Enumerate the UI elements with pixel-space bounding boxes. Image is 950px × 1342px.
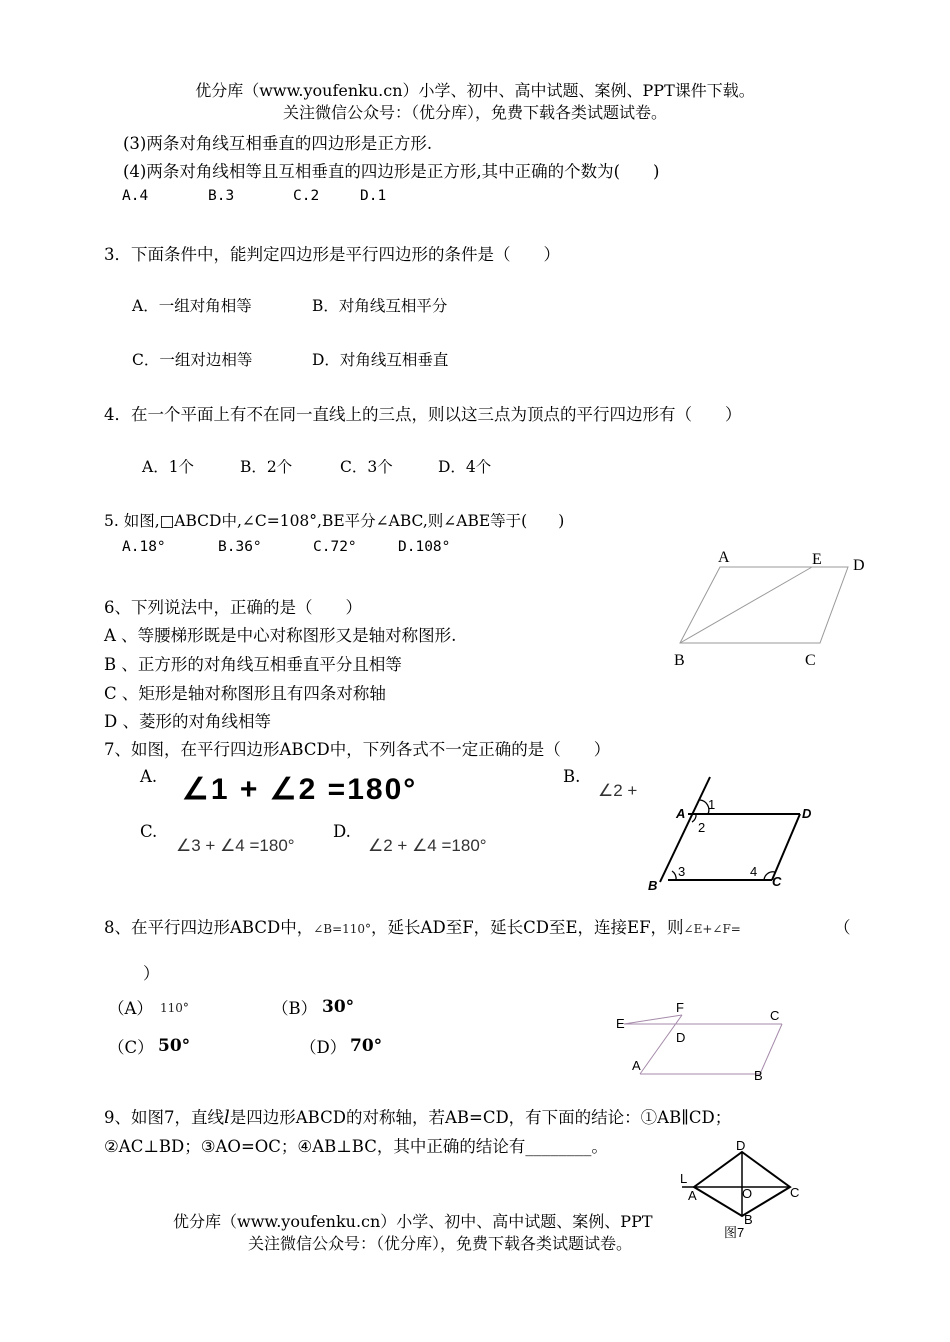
q8-option-b-label: （B） bbox=[272, 999, 318, 1018]
q8-garbled-formula-2: ∠E+∠F= bbox=[683, 922, 741, 936]
q9-stem-line-1 bbox=[104, 1104, 731, 1128]
q5-label-c: C bbox=[805, 652, 816, 669]
q2-option-d: D.1 bbox=[360, 188, 387, 204]
q8-paren-open: （ bbox=[834, 918, 851, 937]
q6-stem: 6、下列说法中，正确的是（ ） bbox=[104, 598, 362, 617]
q7-angle-3: 3 bbox=[678, 864, 686, 879]
q2-option-b: B.3 bbox=[208, 188, 235, 204]
q7-angle-4: 4 bbox=[750, 864, 758, 879]
q9-line-symbol: l bbox=[224, 1107, 230, 1128]
q5-parallelogram bbox=[680, 567, 848, 643]
q7-label-b: B bbox=[648, 878, 658, 893]
q5-option-d: D.108° bbox=[398, 539, 451, 555]
q7-label-a: A bbox=[676, 806, 686, 821]
q7-stem: 7、如图，在平行四边形ABCD中，下列各式不一定正确的是（ ） bbox=[104, 740, 611, 759]
q5-option-a: A.18° bbox=[122, 539, 166, 555]
footer-line-1: 优分库（www.youfenku.cn）小学、初中、高中试题、案例、PPT bbox=[173, 1212, 653, 1231]
q5-option-c: C.72° bbox=[313, 539, 357, 555]
q4-stem: 4．在一个平面上有不在同一直线上的三点，则以这三点为顶点的平行四边形有（ ） bbox=[104, 405, 742, 424]
q5-label-e: E bbox=[812, 551, 822, 568]
q5-option-b: B.36° bbox=[218, 539, 262, 555]
q2-option-a: A.4 bbox=[122, 188, 149, 204]
q8-label-f: F bbox=[676, 1000, 684, 1015]
q7-angle-arc-3 bbox=[672, 871, 676, 880]
q9-label-o: O bbox=[742, 1186, 753, 1201]
footer-line-2: 关注微信公众号：（优分库），免费下载各类试题试卷。 bbox=[248, 1234, 633, 1253]
q9-stem-line-2: ②AC⊥BD；③AO=OC；④AB⊥BC，其中正确的结论有________。 bbox=[104, 1137, 608, 1156]
q4-option-b: B．2个 bbox=[240, 458, 293, 476]
q7-expression-b: ∠2 + bbox=[598, 781, 638, 800]
q8-parallelogram-figure bbox=[610, 1000, 800, 1087]
q6-option-a: A 、等腰梯形既是中心对称图形又是轴对称图形. bbox=[104, 626, 457, 645]
q7-label-c: C bbox=[772, 874, 782, 889]
q8-option-c-value: 50° bbox=[158, 1036, 191, 1056]
q8-option-d-value: 70° bbox=[350, 1036, 383, 1056]
q5-stem: 5. 如图,□ABCD中,∠C=108°,BE平分∠ABC,则∠ABE等于( ) bbox=[104, 512, 565, 530]
q7-angle-1: 1 bbox=[708, 797, 716, 812]
q2-statement-4: (4)两条对角线相等且互相垂直的四边形是正方形,其中正确的个数为( ) bbox=[123, 162, 660, 181]
q9-figure-caption: 图7 bbox=[724, 1225, 745, 1240]
q7-side-dc bbox=[772, 814, 800, 880]
q8-label-e: E bbox=[616, 1016, 625, 1031]
q7-expression-d: ∠2 + ∠4 =180° bbox=[368, 836, 487, 855]
q9-label-d: D bbox=[736, 1138, 746, 1153]
header-line-2: 关注微信公众号：（优分库），免费下载各类试题试卷。 bbox=[282, 103, 667, 122]
q4-option-a: A．1个 bbox=[142, 458, 195, 476]
q6-option-d: D 、菱形的对角线相等 bbox=[104, 712, 271, 731]
q8-option-a-label: （A） bbox=[108, 999, 153, 1018]
q2-statement-3: (3)两条对角线互相垂直的四边形是正方形. bbox=[123, 134, 433, 153]
q9-label-c: C bbox=[790, 1185, 800, 1200]
q7-angle-2: 2 bbox=[698, 820, 706, 835]
q2-option-c: C.2 bbox=[293, 188, 320, 204]
q4-option-d: D．4个 bbox=[438, 458, 492, 476]
q3-option-b: B．对角线互相平分 bbox=[312, 297, 448, 315]
q9-stem-part-2: 是四边形ABCD的对称轴，若AB=CD，有下面的结论：①AB∥CD； bbox=[229, 1108, 732, 1127]
q7-label-d: D bbox=[802, 806, 812, 821]
header-line-1: 优分库（www.youfenku.cn）小学、初中、高中试题、案例、PPT课件下载。 bbox=[195, 81, 755, 100]
q8-option-c-label: （C） bbox=[108, 1038, 154, 1057]
q3-option-a: A．一组对角相等 bbox=[132, 297, 252, 315]
q9-rhombus-figure bbox=[672, 1140, 812, 1242]
q8-label-a: A bbox=[632, 1058, 641, 1073]
q5-parallelogram-figure bbox=[660, 540, 880, 675]
q7-expression-c: ∠3 + ∠4 =180° bbox=[176, 836, 295, 855]
q8-garbled-formula-1: ∠B=110° bbox=[313, 922, 372, 936]
q5-label-d: D bbox=[853, 557, 865, 574]
q9-stem-part-1: 9、如图7，直线 bbox=[104, 1108, 224, 1127]
q3-option-c: C．一组对边相等 bbox=[132, 351, 253, 369]
q8-option-b-value: 30° bbox=[322, 997, 355, 1017]
q9-label-a: A bbox=[688, 1188, 697, 1203]
q7-expression-a: ∠1 + ∠2 =180° bbox=[182, 773, 418, 806]
q8-stem bbox=[104, 914, 741, 938]
q7-label-c: C. bbox=[140, 822, 158, 841]
q7-label-b: B. bbox=[563, 767, 581, 786]
q6-option-c: C 、矩形是轴对称图形且有四条对称轴 bbox=[104, 684, 386, 703]
q8-line-bc bbox=[760, 1024, 782, 1074]
q8-line-ef bbox=[624, 1015, 682, 1024]
q8-stem-part-1: 8、在平行四边形ABCD中， bbox=[104, 918, 314, 937]
q8-option-a-value: 110° bbox=[160, 1001, 189, 1015]
q9-label-b: B bbox=[744, 1212, 753, 1227]
q9-label-l: L bbox=[680, 1171, 688, 1186]
q8-label-d: D bbox=[676, 1030, 686, 1045]
q8-option-d-label: （D） bbox=[300, 1038, 347, 1057]
q6-option-b: B 、正方形的对角线互相垂直平分且相等 bbox=[104, 655, 402, 674]
q8-label-b: B bbox=[754, 1068, 763, 1083]
q3-stem: 3．下面条件中，能判定四边形是平行四边形的条件是（ ） bbox=[104, 245, 560, 264]
q7-label-a: A. bbox=[140, 767, 158, 786]
q8-paren-close: ） bbox=[143, 964, 160, 983]
q5-label-a: A bbox=[718, 549, 730, 566]
q3-option-d: D．对角线互相垂直 bbox=[312, 351, 449, 369]
q4-option-c: C．3个 bbox=[340, 458, 393, 476]
q8-stem-part-2: ，延长AD至F，延长CD至E，连接EF，则 bbox=[371, 918, 684, 937]
q7-label-d: D. bbox=[333, 822, 351, 841]
q8-label-c: C bbox=[770, 1008, 780, 1023]
q5-label-b: B bbox=[674, 652, 685, 669]
q7-parallelogram-figure bbox=[640, 772, 830, 897]
